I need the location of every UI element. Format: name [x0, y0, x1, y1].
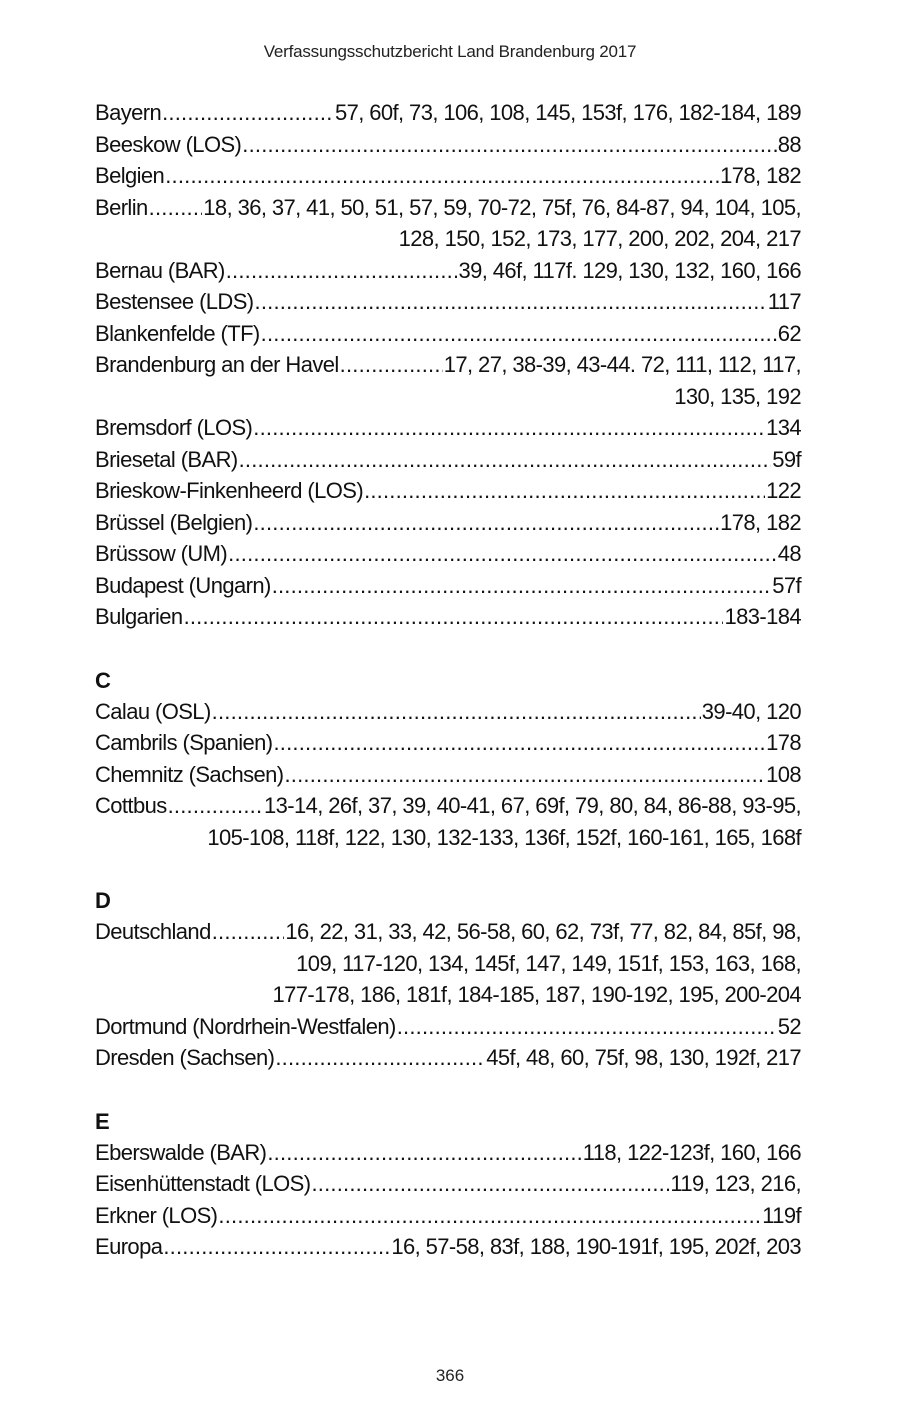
entry-pages-continuation: 130, 135, 192 — [674, 383, 801, 409]
dot-leader — [149, 192, 203, 224]
index-entry — [95, 538, 801, 570]
index-entry — [95, 759, 801, 791]
index-entry — [95, 507, 801, 539]
entry-pages: 18, 36, 37, 41, 50, 51, 57, 59, 70-72, 75f, 76, 84-87, 94, 104, 105, — [203, 194, 801, 220]
entry-term: Brandenburg an der Havel — [95, 352, 339, 377]
index-entry — [95, 318, 801, 350]
dot-leader — [242, 129, 776, 161]
index-entry — [95, 192, 801, 224]
entry-term: Budapest (Ungarn) — [95, 572, 271, 598]
index-entry — [95, 570, 801, 602]
dot-leader — [267, 1137, 581, 1169]
entry-pages: 122 — [766, 478, 801, 503]
entry-pages: 108 — [766, 761, 801, 787]
dot-leader — [239, 444, 772, 476]
entry-pages: 17, 27, 38-39, 43-44. 72, 111, 112, 117, — [443, 352, 801, 377]
index-entry — [95, 286, 801, 318]
index-entry — [95, 160, 801, 192]
dot-leader — [184, 601, 724, 633]
entry-term: Bernau (BAR) — [95, 257, 225, 283]
index-entry — [95, 790, 801, 822]
dot-leader — [226, 255, 458, 287]
entry-term: Brüssel (Belgien) — [95, 509, 253, 535]
entry-pages: 119, 123, 216, — [670, 1171, 801, 1196]
entry-pages-continuation: 177-178, 186, 181f, 184-185, 187, 190-192, 195, 200-204 — [272, 982, 801, 1007]
entry-pages: 57f — [772, 572, 801, 598]
entry-pages-continuation: 128, 150, 152, 173, 177, 200, 202, 204, 217 — [398, 226, 801, 251]
page-number: 366 — [435, 1366, 465, 1385]
entry-term: Dortmund (Nordrhein-Westfalen) — [95, 1013, 396, 1039]
dot-leader — [253, 412, 765, 444]
dot-leader — [340, 349, 443, 381]
entry-pages: 62 — [777, 320, 801, 346]
running-header: Verfassungsschutzbericht Land Brandenburg 2017 — [263, 42, 637, 61]
dot-leader — [261, 318, 777, 350]
entry-term: Bayern — [95, 100, 162, 125]
dot-leader — [218, 1200, 761, 1232]
dot-leader — [162, 97, 334, 129]
entry-term: Beeskow (LOS) — [95, 131, 242, 157]
index-entry — [95, 255, 801, 287]
index-entry — [95, 97, 801, 129]
entry-pages: 117 — [767, 289, 801, 314]
entry-pages: 52 — [777, 1013, 801, 1039]
entry-term: Cambrils (Spanien) — [95, 730, 273, 755]
entry-pages: 16, 57-58, 83f, 188, 190-191f, 195, 202f, 203 — [391, 1234, 801, 1259]
dot-leader — [364, 475, 765, 507]
entry-pages: 134 — [766, 415, 801, 440]
index-entry — [95, 412, 801, 444]
entry-term: Erkner (LOS) — [95, 1202, 218, 1228]
index-entry — [95, 1200, 801, 1232]
entry-pages-continuation: 105-108, 118f, 122, 130, 132-133, 136f, 152f, 160-161, 165, 168f — [207, 824, 801, 850]
entry-pages: 39-40, 120 — [701, 698, 801, 724]
index-entry — [95, 129, 801, 161]
dot-leader — [212, 696, 701, 728]
dot-leader — [165, 160, 719, 192]
entry-term: Deutschland — [95, 919, 211, 944]
entry-pages: 16, 22, 31, 33, 42, 56-58, 60, 62, 73f, 77, 82, 84, 85f, 98, — [285, 919, 801, 944]
index-entry — [95, 727, 801, 759]
dot-leader — [397, 1011, 777, 1043]
dot-leader — [228, 538, 777, 570]
entry-pages: 178 — [766, 730, 801, 755]
entry-term: Bulgarien — [95, 604, 183, 629]
entry-term: Bestensee (LDS) — [95, 289, 254, 314]
dot-leader — [311, 1168, 669, 1200]
dot-leader — [255, 286, 767, 318]
index-entry — [95, 601, 801, 633]
place-index — [95, 97, 801, 1263]
entry-pages: 119f — [762, 1202, 801, 1228]
index-entry — [95, 475, 801, 507]
entry-pages: 88 — [777, 131, 801, 157]
index-entry — [95, 916, 801, 948]
entry-pages: 39, 46f, 117f. 129, 130, 132, 160, 166 — [458, 257, 801, 283]
index-entry — [95, 444, 801, 476]
entry-pages: 48 — [777, 541, 801, 566]
entry-pages: 59f — [772, 446, 801, 472]
entry-term: Calau (OSL) — [95, 698, 211, 724]
entry-term: Brüssow (UM) — [95, 541, 228, 566]
entry-pages: 183-184 — [724, 604, 801, 629]
index-entry — [95, 1137, 801, 1169]
entry-term: Berlin — [95, 194, 148, 220]
entry-pages: 178, 182 — [720, 163, 801, 188]
entry-pages: 13-14, 26f, 37, 39, 40-41, 67, 69f, 79, 80, 84, 86-88, 93-95, — [263, 793, 801, 818]
index-entry — [95, 1168, 801, 1200]
entry-pages-continuation: 109, 117-120, 134, 145f, 147, 149, 151f, 153, 163, 168, — [296, 950, 801, 976]
entry-pages: 118, 122-123f, 160, 166 — [582, 1139, 801, 1165]
entry-pages: 45f, 48, 60, 75f, 98, 130, 192f, 217 — [486, 1045, 801, 1070]
dot-leader — [253, 507, 719, 539]
entry-term: Brieskow-Finkenheerd (LOS) — [95, 478, 364, 503]
dot-leader — [168, 790, 263, 822]
entry-term: Belgien — [95, 163, 165, 188]
index-entry — [95, 696, 801, 728]
entry-term: Cottbus — [95, 793, 167, 818]
dot-leader — [212, 916, 285, 948]
entry-term: Chemnitz (Sachsen) — [95, 761, 284, 787]
entry-term: Blankenfelde (TF) — [95, 320, 260, 346]
dot-leader — [163, 1231, 390, 1263]
entry-term: Briesetal (BAR) — [95, 446, 238, 472]
section-letter: E — [95, 1108, 110, 1134]
section-letter: D — [95, 888, 111, 913]
section-letter: C — [95, 667, 111, 693]
index-entry — [95, 1042, 801, 1074]
dot-leader — [285, 759, 766, 791]
index-entry — [95, 1231, 801, 1263]
dot-leader — [272, 570, 772, 602]
entry-term: Europa — [95, 1234, 163, 1259]
entry-term: Bremsdorf (LOS) — [95, 415, 253, 440]
dot-leader — [274, 727, 766, 759]
index-entry — [95, 349, 801, 381]
dot-leader — [275, 1042, 485, 1074]
entry-term: Eberswalde (BAR) — [95, 1139, 267, 1165]
entry-term: Eisenhüttenstadt (LOS) — [95, 1171, 311, 1196]
entry-pages: 57, 60f, 73, 106, 108, 145, 153f, 176, 182-184, 189 — [334, 100, 801, 125]
index-entry — [95, 1011, 801, 1043]
entry-pages: 178, 182 — [720, 509, 801, 535]
entry-term: Dresden (Sachsen) — [95, 1045, 275, 1070]
